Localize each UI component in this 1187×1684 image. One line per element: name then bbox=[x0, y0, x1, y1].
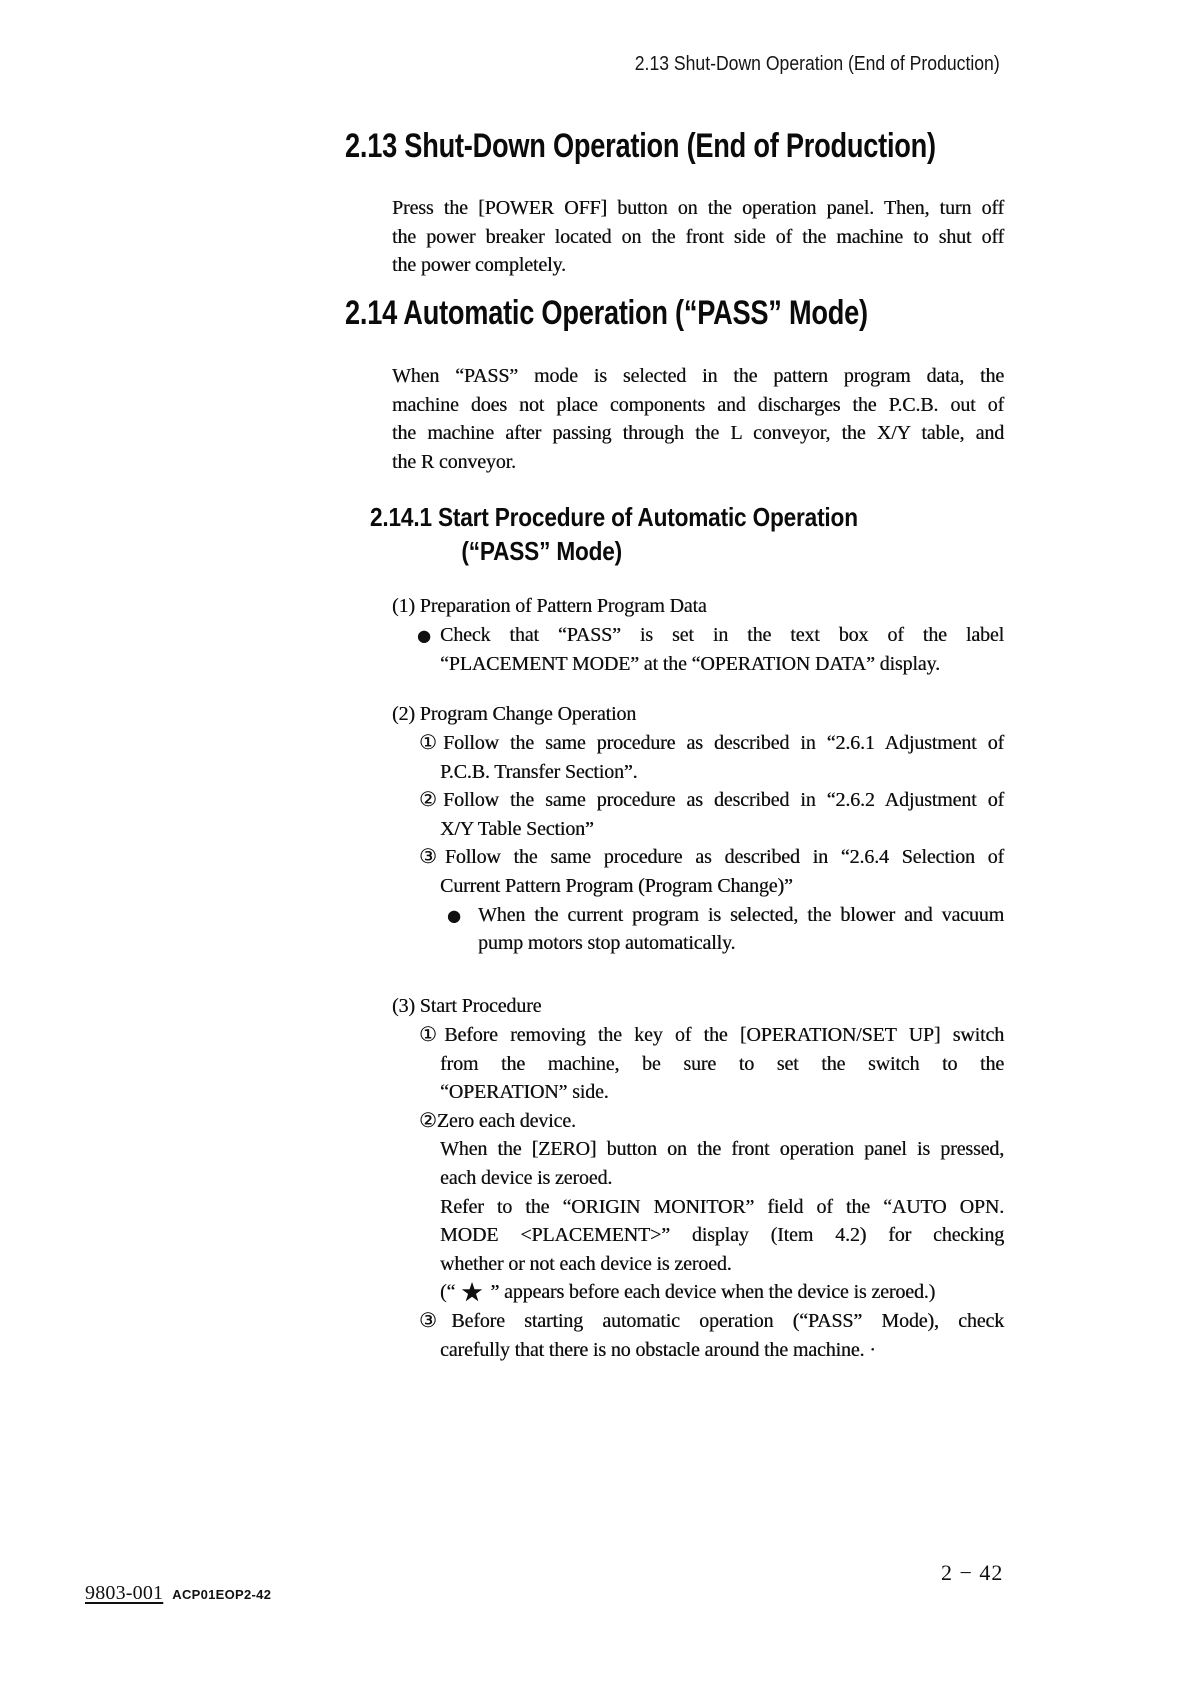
item-2-bullet: ● When the current program is selected, the blower and vacuum pump motors stop automatically. bbox=[447, 903, 1004, 955]
step-3: ③Follow the same procedure as described in “2.6.4 Selection of Current Pattern Program (Program Change)” bbox=[419, 846, 1004, 897]
zero-note-prefix: (“ bbox=[440, 1281, 456, 1304]
page-number: 2 − 42 bbox=[941, 1560, 1004, 1585]
section-2-13-paragraph: Press the [POWER OFF] button on the operation panel. Then, turn off the power breaker located on the front side of the machine to shut off the power completely. bbox=[392, 197, 1004, 277]
running-header: 2.13 Shut-Down Operation (End of Production) bbox=[635, 53, 1000, 75]
section-2-14-heading: 2.14 Automatic Operation (“PASS” Mode) bbox=[345, 294, 868, 332]
zero-note bbox=[440, 1278, 1004, 1307]
item-2-label: (2) Program Change Operation bbox=[392, 703, 637, 725]
item-1-label: (1) Preparation of Pattern Program Data bbox=[392, 595, 707, 617]
step-1: ①Before removing the key of the [OPERATION/SET UP] switch from the machine, be sure to set the switch to the “OPERATION” side. bbox=[419, 1024, 1004, 1104]
step-1: ①Follow the same procedure as described in “2.6.1 Adjustment of P.C.B. Transfer Section”. bbox=[419, 732, 1004, 783]
document-code: ACP01EOP2-42 bbox=[172, 1587, 272, 1602]
section-2-14-1-heading bbox=[370, 500, 858, 568]
item-3-label: (3) Start Procedure bbox=[392, 995, 542, 1017]
document-number: 9803-001 bbox=[85, 1582, 164, 1604]
zero-note-suffix: ” appears before each device when the device is zeroed.) bbox=[490, 1281, 936, 1304]
item-3-steps bbox=[419, 1021, 1004, 1364]
item-2-steps bbox=[419, 729, 1004, 958]
step-2-paragraph-2: Refer to the “ORIGIN MONITOR” field of the “AUTO OPN. MODE <PLACEMENT>” display (Item 4.2) for checking whether or not each device is zeroed. bbox=[440, 1195, 1004, 1275]
bullet-icon: ● bbox=[447, 905, 461, 925]
step-3: ③Before starting automatic operation (“PASS” Mode), check carefully that there is no obstacle around the machine. · bbox=[419, 1309, 1004, 1361]
step-2-paragraph-1: When the [ZERO] button on the front operation panel is pressed, each device is zeroed. bbox=[440, 1138, 1004, 1189]
section-2-14-paragraph: When “PASS” mode is selected in the pattern program data, the machine does not place components and discharges the P.C.B. out of the machine after passing through the L conveyor, the X/Y table, and the R conveyor. bbox=[392, 365, 1004, 473]
star-icon: ★ bbox=[460, 1278, 484, 1309]
item-1-bullet: ● Check that “PASS” is set in the text box of the label “PLACEMENT MODE” at the “OPERATION DATA” display. bbox=[417, 624, 1004, 675]
bullet-icon: ● bbox=[417, 626, 431, 645]
heading-line-1: 2.14.1 Start Procedure of Automatic Operation bbox=[370, 502, 858, 532]
step-2: ②Follow the same procedure as described in “2.6.2 Adjustment of X/Y Table Section” bbox=[419, 789, 1004, 840]
section-2-13-heading: 2.13 Shut-Down Operation (End of Production) bbox=[345, 127, 936, 165]
heading-line-2: (“PASS” Mode) bbox=[461, 536, 623, 566]
step-2-heading: ②Zero each device. bbox=[419, 1109, 576, 1132]
page-footer bbox=[85, 1582, 271, 1605]
